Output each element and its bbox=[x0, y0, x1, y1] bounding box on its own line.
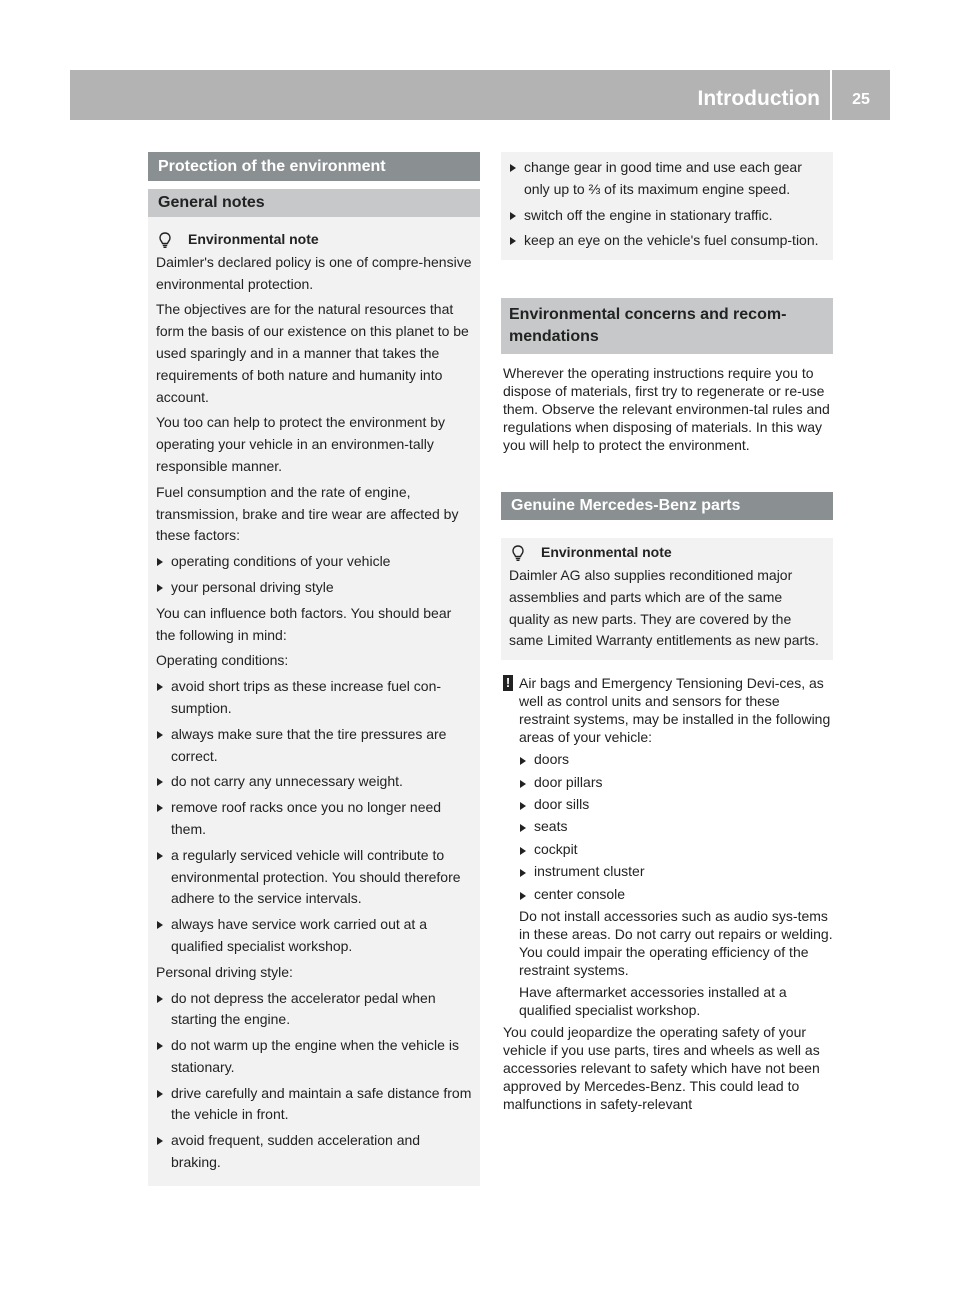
list-item: switch off the engine in stationary traffic. bbox=[509, 205, 825, 227]
list-item: always make sure that the tire pressures are correct. bbox=[156, 724, 472, 768]
list-item: door sills bbox=[519, 795, 833, 813]
section-title: Protection of the environment bbox=[148, 152, 480, 181]
driving-style-list bbox=[156, 988, 472, 1174]
lightbulb-icon bbox=[156, 231, 174, 249]
list-item: keep an eye on the vehicle's fuel consump-tion. bbox=[509, 230, 825, 252]
list-item: operating conditions of your vehicle bbox=[156, 551, 472, 573]
list-item: center console bbox=[519, 885, 833, 903]
paragraph: The objectives are for the natural resources that form the basis of our existence on this planet to be used sparingly and in a manner that takes the requirements of both nature and humanity into account. bbox=[156, 301, 469, 405]
list-item: remove roof racks once you no longer need them. bbox=[156, 797, 472, 841]
list-item: avoid short trips as these increase fuel con-sumption. bbox=[156, 676, 472, 720]
list-item: do not carry any unnecessary weight. bbox=[156, 771, 472, 793]
parts-heading: Genuine Mercedes-Benz parts bbox=[501, 492, 833, 520]
warning-exclamation-icon: ! bbox=[503, 675, 513, 691]
areas-list bbox=[519, 750, 833, 902]
subsection-title: General notes bbox=[148, 189, 480, 217]
note-title: Environmental note bbox=[188, 231, 319, 247]
list-item: your personal driving style bbox=[156, 577, 472, 599]
continued-driving-style-list bbox=[509, 157, 825, 252]
list-item: avoid frequent, sudden acceleration and braking. bbox=[156, 1130, 472, 1174]
list-item: seats bbox=[519, 817, 833, 835]
paragraph: You can influence both factors. You should bear the following in mind: bbox=[156, 604, 452, 643]
warning-intro: Air bags and Emergency Tensioning Devi-ces, as well as control units and sensors for these restraint systems, may be installed in the following areas of your vehicle: bbox=[519, 675, 831, 746]
paragraph: Fuel consumption and the rate of engine, transmission, brake and tire wear are affected by these factors: bbox=[156, 483, 459, 544]
list-item: cockpit bbox=[519, 840, 833, 858]
paragraph: You too can help to protect the environment by operating your vehicle in an environmen-tally responsible manner. bbox=[156, 414, 446, 474]
parts-note-box bbox=[501, 538, 833, 660]
lightbulb-icon bbox=[509, 544, 527, 562]
list-item: door pillars bbox=[519, 773, 833, 791]
note-title: Environmental note bbox=[541, 544, 672, 561]
list-item: instrument cluster bbox=[519, 862, 833, 880]
list-item: doors bbox=[519, 750, 833, 768]
operating-conditions-list bbox=[156, 676, 472, 958]
factors-list bbox=[156, 551, 472, 599]
note-paragraph: Daimler AG also supplies reconditioned major assemblies and parts which are of the same quality as new parts. They are covered by the same Limited Warranty entitlements as new parts. bbox=[509, 566, 819, 649]
list-item: drive carefully and maintain a safe distance from the vehicle in front. bbox=[156, 1083, 472, 1127]
environmental-note-box bbox=[148, 217, 480, 1186]
left-column bbox=[148, 152, 480, 1186]
paragraph: Operating conditions: bbox=[156, 652, 289, 669]
page-header bbox=[70, 70, 890, 120]
page-number: 25 bbox=[852, 91, 870, 108]
concerns-heading: Environmental concerns and recom-mendations bbox=[501, 298, 833, 354]
concerns-paragraph: Wherever the operating instructions require you to dispose of materials, first try to regenerate or re-use them. Observe the relevant environmen-tal rules and regulations when disposing of materials. In this way you will help to protect the environment. bbox=[503, 365, 830, 454]
warning-paragraph: Have aftermarket accessories installed at a qualified specialist workshop. bbox=[519, 983, 787, 1018]
continued-note-box bbox=[501, 152, 833, 260]
note-heading bbox=[156, 229, 472, 251]
list-item: always have service work carried out at a qualified specialist workshop. bbox=[156, 914, 472, 958]
right-column bbox=[501, 152, 833, 1113]
chapter-title: Introduction bbox=[697, 87, 820, 110]
list-item: do not warm up the engine when the vehicle is stationary. bbox=[156, 1035, 472, 1079]
list-item: a regularly serviced vehicle will contribute to environmental protection. You should therefore adhere to the service intervals. bbox=[156, 845, 472, 910]
warning-paragraph: Do not install accessories such as audio sys-tems in these areas. Do not carry out repairs or welding. You could impair the operating efficiency of the restraint systems. bbox=[519, 907, 833, 978]
closing-paragraph: You could jeopardize the operating safety of your vehicle if you use parts, tires and wheels as well as accessories relevant to safety which have not been approved by Mercedes-Benz. This could lead to malfunctions in safety-relevant bbox=[503, 1023, 820, 1112]
warning-block bbox=[501, 674, 833, 1019]
paragraph: Personal driving style: bbox=[156, 963, 293, 980]
list-item: change gear in good time and use each gear only up to ⅔ of its maximum engine speed. bbox=[509, 157, 825, 201]
note-heading bbox=[509, 542, 825, 564]
list-item: do not depress the accelerator pedal when starting the engine. bbox=[156, 988, 472, 1032]
paragraph: Daimler's declared policy is one of compre-hensive environmental protection. bbox=[156, 253, 472, 292]
